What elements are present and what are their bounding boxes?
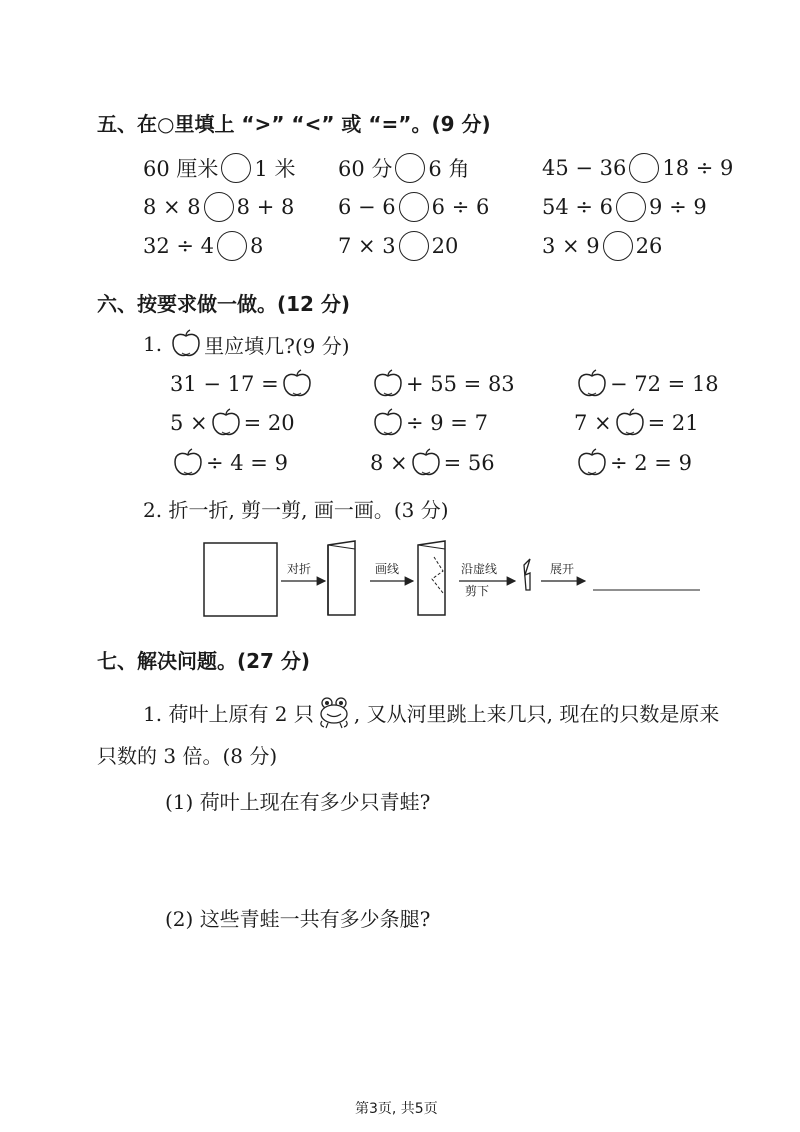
fold-cut-diagram — [195, 535, 715, 625]
comparison-left: 6 − 6 — [338, 195, 396, 219]
section6-q2-title: 2. 折一折, 剪一剪, 画一画。(3 分) — [143, 498, 449, 522]
comparison-left: 45 − 36 — [542, 156, 627, 180]
apple-equation — [170, 448, 288, 478]
section7-q1-line1 — [143, 694, 719, 730]
paper-with-line — [418, 541, 445, 615]
comparison-left: 60 厘米 — [143, 157, 219, 181]
equation-after: = 21 — [647, 411, 699, 435]
comparison-item — [542, 153, 733, 183]
comparison-right: 8 — [250, 234, 264, 258]
comparison-left: 32 ÷ 4 — [143, 234, 215, 258]
apple-equation — [170, 408, 295, 438]
comparison-left: 60 分 — [338, 157, 393, 181]
equation-after: + 55 = 83 — [406, 372, 515, 396]
section6-q1-prompt — [143, 329, 350, 359]
comparison-item — [143, 153, 295, 183]
equation-before: 8 × — [370, 451, 408, 475]
comparison-right: 26 — [635, 234, 663, 258]
apple-equation — [370, 369, 515, 399]
comparison-right: 6 角 — [428, 157, 470, 181]
section6-title: 六、按要求做一做。(12 分) — [97, 292, 351, 316]
answer-circle[interactable] — [629, 153, 659, 183]
comparison-item — [143, 231, 263, 261]
label-cut-bottom: 剪下 — [465, 584, 490, 598]
answer-circle[interactable] — [399, 231, 429, 261]
comparison-right: 18 ÷ 9 — [662, 156, 734, 180]
section7-sub1: (1) 荷叶上现在有多少只青蛙? — [165, 790, 431, 814]
apple-icon — [170, 329, 202, 359]
section6-q1-number: 1. — [143, 332, 163, 356]
section7-q1-text-b: , 又从河里跳上来几只, 现在的只数是原来 — [353, 701, 720, 726]
folded-paper — [328, 541, 355, 615]
apple-icon[interactable] — [576, 369, 608, 399]
comparison-item — [338, 192, 489, 222]
section7-q1-line2: 只数的 3 倍。(8 分) — [97, 744, 278, 768]
comparison-item — [542, 231, 662, 261]
comparison-right: 6 ÷ 6 — [431, 195, 490, 219]
apple-icon[interactable] — [172, 448, 204, 478]
equation-after: ÷ 4 = 9 — [206, 451, 288, 475]
comparison-left: 7 × 3 — [338, 234, 396, 258]
comparison-right: 9 ÷ 9 — [649, 195, 707, 219]
apple-icon[interactable] — [410, 448, 442, 478]
comparison-item — [338, 153, 469, 183]
apple-equation — [574, 408, 699, 438]
apple-equation — [574, 448, 692, 478]
apple-equation — [170, 369, 315, 399]
answer-circle[interactable] — [204, 192, 234, 222]
equation-before: 5 × — [170, 411, 208, 435]
equation-after: − 72 = 18 — [610, 372, 719, 396]
equation-after: = 20 — [243, 411, 295, 435]
equation-after: = 56 — [443, 451, 495, 475]
apple-icon[interactable] — [281, 369, 313, 399]
answer-circle[interactable] — [221, 153, 251, 183]
apple-equation — [574, 369, 719, 399]
square-paper — [204, 543, 277, 616]
cut-piece — [524, 559, 530, 590]
frog-icon — [316, 694, 352, 730]
comparison-right: 20 — [431, 234, 459, 258]
comparison-left: 54 ÷ 6 — [542, 195, 614, 219]
apple-equation — [370, 408, 488, 438]
answer-circle[interactable] — [217, 231, 247, 261]
comparison-left: 3 × 9 — [542, 234, 600, 258]
comparison-item — [338, 231, 458, 261]
comparison-item — [542, 192, 707, 222]
apple-icon[interactable] — [576, 448, 608, 478]
apple-icon[interactable] — [372, 408, 404, 438]
label-cut-top: 沿虚线 — [461, 562, 498, 576]
equation-before: 31 − 17 = — [170, 372, 279, 396]
section6-q1-text: 里应填几?(9 分) — [204, 333, 350, 358]
apple-icon[interactable] — [210, 408, 242, 438]
equation-after: ÷ 2 = 9 — [610, 451, 692, 475]
answer-circle[interactable] — [603, 231, 633, 261]
section7-title: 七、解决问题。(27 分) — [97, 649, 311, 673]
label-draw: 画线 — [375, 562, 400, 576]
equation-after: ÷ 9 = 7 — [406, 411, 488, 435]
comparison-right: 8 + 8 — [236, 195, 295, 219]
answer-circle[interactable] — [616, 192, 646, 222]
answer-circle[interactable] — [399, 192, 429, 222]
section5-title: 五、在○里填上 “>” “<” 或 “=”。(9 分) — [97, 112, 491, 136]
apple-icon[interactable] — [372, 369, 404, 399]
apple-icon[interactable] — [614, 408, 646, 438]
answer-circle[interactable] — [395, 153, 425, 183]
label-fold: 对折 — [287, 562, 312, 576]
comparison-item — [143, 192, 294, 222]
label-unfold: 展开 — [550, 562, 575, 576]
section7-sub2: (2) 这些青蛙一共有多少条腿? — [165, 907, 431, 931]
page-footer: 第3页, 共5页 — [355, 1101, 438, 1117]
equation-before: 7 × — [574, 411, 612, 435]
comparison-left: 8 × 8 — [143, 195, 201, 219]
comparison-right: 1 米 — [254, 157, 296, 181]
apple-equation — [370, 448, 495, 478]
section7-q1-text-a: 1. 荷叶上原有 2 只 — [143, 701, 314, 726]
